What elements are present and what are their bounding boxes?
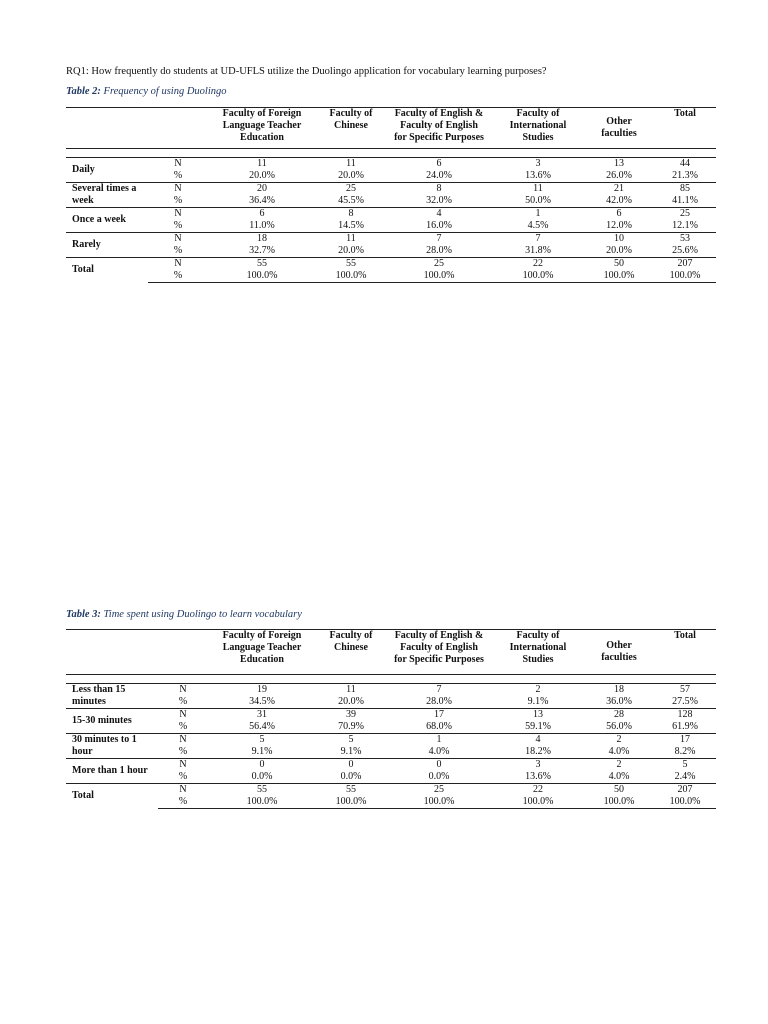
- column-header: [208, 630, 316, 675]
- count-cell: 50: [584, 784, 654, 797]
- percent-cell: 9.1%: [527, 696, 549, 707]
- percent-cell: 100.0%: [654, 796, 716, 809]
- header-row: [66, 630, 716, 675]
- table-row: [66, 158, 716, 171]
- stat-label-percent: %: [148, 270, 208, 283]
- column-header: [386, 108, 492, 149]
- percent-cell: 0.0%: [428, 771, 450, 782]
- count-cell: 11: [346, 684, 356, 695]
- percent-cell: 9.1%: [251, 746, 273, 757]
- stat-label-n: N: [158, 759, 208, 772]
- percent-cell: 20.0%: [338, 696, 364, 707]
- column-header: [584, 108, 654, 149]
- percent-cell: 2.4%: [674, 771, 696, 782]
- count-cell: 6: [584, 208, 654, 221]
- percent-cell: 27.5%: [672, 696, 698, 707]
- stat-label-n: N: [158, 784, 208, 797]
- percent-cell: 12.0%: [606, 220, 632, 231]
- count-cell: 2: [535, 684, 541, 695]
- stat-label-n: N: [148, 233, 208, 246]
- column-header: [654, 108, 716, 149]
- percent-cell: 32.0%: [426, 195, 452, 206]
- count-cell: 13: [492, 709, 584, 722]
- table-row: [66, 258, 716, 271]
- column-header-line: Faculty of English &: [394, 630, 484, 641]
- table-3-caption: [66, 609, 302, 620]
- table-3-caption-label: Table 3:: [66, 609, 101, 620]
- percent-cell: 8.2%: [674, 746, 696, 757]
- stat-label-percent: %: [178, 746, 188, 757]
- count-cell: 128: [654, 709, 716, 722]
- row-label: 15-30 minutes: [66, 709, 158, 734]
- table-row: [66, 183, 716, 196]
- column-header: [208, 108, 316, 149]
- percent-cell: 9.1%: [340, 746, 362, 757]
- table-row: [66, 784, 716, 797]
- row-label: Less than 15 minutes: [72, 684, 126, 707]
- count-cell: 1: [492, 208, 584, 221]
- count-cell: 55: [316, 258, 386, 271]
- header-row: [66, 108, 716, 149]
- count-cell: 18: [208, 233, 316, 246]
- percent-cell: 13.6%: [525, 170, 551, 181]
- count-cell: 7: [436, 684, 442, 695]
- percent-cell: 28.0%: [426, 245, 452, 256]
- count-cell: 55: [208, 784, 316, 797]
- stat-label-percent: %: [178, 696, 188, 707]
- percent-cell: 45.5%: [338, 195, 364, 206]
- count-cell: 0: [386, 759, 492, 772]
- percent-cell: 20.0%: [338, 245, 364, 256]
- count-cell: 53: [654, 233, 716, 246]
- table-row: [66, 170, 716, 183]
- table-row: [66, 734, 716, 747]
- stat-label-percent: %: [158, 796, 208, 809]
- percent-cell: 100.0%: [654, 270, 716, 283]
- table-row: [66, 220, 716, 233]
- count-cell: 28: [584, 709, 654, 722]
- column-header: [316, 108, 386, 149]
- count-cell: 17: [654, 734, 716, 747]
- stat-label-percent: %: [178, 721, 188, 732]
- column-header-line: Faculty of: [329, 630, 373, 641]
- column-header-line: Total: [674, 108, 696, 119]
- count-cell: 44: [680, 158, 690, 169]
- count-cell: 8: [386, 183, 492, 196]
- percent-cell: 16.0%: [426, 220, 452, 231]
- count-cell: 2: [584, 759, 654, 772]
- count-cell: 6: [208, 208, 316, 221]
- percent-cell: 100.0%: [492, 270, 584, 283]
- column-header-line: Education: [240, 654, 284, 665]
- count-cell: 207: [654, 258, 716, 271]
- column-header-line: Chinese: [334, 642, 368, 653]
- percent-cell: 21.3%: [672, 170, 698, 181]
- count-cell: 25: [386, 784, 492, 797]
- column-header-line: faculties: [601, 128, 637, 139]
- percent-cell: 50.0%: [525, 195, 551, 206]
- percent-cell: 4.5%: [527, 220, 549, 231]
- table-row: [66, 208, 716, 221]
- count-cell: 57: [680, 684, 690, 695]
- percent-cell: 4.0%: [608, 746, 630, 757]
- percent-cell: 42.0%: [606, 195, 632, 206]
- percent-cell: 100.0%: [386, 270, 492, 283]
- percent-cell: 100.0%: [584, 270, 654, 283]
- count-cell: 10: [584, 233, 654, 246]
- percent-cell: 11.0%: [249, 220, 275, 231]
- column-header-line: faculties: [601, 652, 637, 663]
- count-cell: 55: [208, 258, 316, 271]
- count-cell: 3: [535, 158, 541, 169]
- count-cell: 8: [316, 208, 386, 221]
- column-header-line: International: [509, 642, 567, 653]
- header-blank: [158, 630, 208, 675]
- percent-cell: 56.0%: [606, 721, 632, 732]
- column-header-line: Total: [674, 630, 696, 641]
- percent-cell: 31.8%: [525, 245, 551, 256]
- row-label: More than 1 hour: [66, 759, 158, 784]
- percent-cell: 34.5%: [249, 696, 275, 707]
- column-header-line: Language Teacher: [222, 120, 302, 131]
- header-blank: [148, 108, 208, 149]
- row-label: Daily: [72, 164, 95, 175]
- percent-cell: 14.5%: [338, 220, 364, 231]
- percent-cell: 20.0%: [338, 170, 364, 181]
- table-row: [66, 721, 716, 734]
- table-row: [66, 709, 716, 722]
- percent-cell: 70.9%: [338, 721, 364, 732]
- table-2-frequency: [66, 107, 716, 283]
- stat-label-n: N: [158, 734, 208, 747]
- column-header-line: Faculty of English: [400, 120, 478, 131]
- column-header-line: Chinese: [334, 120, 368, 131]
- table-row: [66, 684, 716, 697]
- count-cell: 50: [584, 258, 654, 271]
- column-header-line: Studies: [522, 654, 554, 665]
- row-label: Several times a week: [66, 183, 148, 208]
- column-header: [492, 108, 584, 149]
- percent-cell: 26.0%: [606, 170, 632, 181]
- percent-cell: 4.0%: [428, 746, 450, 757]
- count-cell: 5: [208, 734, 316, 747]
- table-row: [66, 245, 716, 258]
- count-cell: 39: [316, 709, 386, 722]
- row-label: Once a week: [66, 208, 148, 233]
- table-3-time-spent: [66, 629, 716, 809]
- table-row: [66, 233, 716, 246]
- column-header-line: Education: [240, 132, 284, 143]
- column-header-line: Faculty of Foreign: [222, 630, 302, 641]
- percent-cell: 100.0%: [584, 796, 654, 809]
- percent-cell: 28.0%: [426, 696, 452, 707]
- column-header: [492, 630, 584, 675]
- table-row: [66, 796, 716, 809]
- column-header-line: Faculty of: [516, 108, 560, 119]
- research-question: RQ1: How frequently do students at UD-UFLS utilize the Duolingo application for vocabulary learning purposes?: [66, 66, 547, 77]
- table-row: [66, 771, 716, 784]
- count-cell: 25: [654, 208, 716, 221]
- header-blank: [66, 108, 148, 149]
- stat-label-n: N: [158, 709, 208, 722]
- percent-cell: 100.0%: [316, 270, 386, 283]
- percent-cell: 100.0%: [208, 796, 316, 809]
- table-row: [66, 270, 716, 283]
- percent-cell: 36.0%: [606, 696, 632, 707]
- table-row: [66, 746, 716, 759]
- column-header-line: Faculty of: [329, 108, 373, 119]
- percent-cell: 18.2%: [525, 746, 551, 757]
- count-cell: 11: [346, 158, 356, 169]
- count-cell: 207: [654, 784, 716, 797]
- table-2-caption: [66, 86, 227, 97]
- table-2-caption-label: Table 2:: [66, 86, 101, 97]
- count-cell: 5: [316, 734, 386, 747]
- column-header-line: Studies: [522, 132, 554, 143]
- count-cell: 5: [654, 759, 716, 772]
- column-header-line: Other: [606, 640, 632, 651]
- table-row: [66, 195, 716, 208]
- column-header: [386, 630, 492, 675]
- percent-cell: 32.7%: [249, 245, 275, 256]
- percent-cell: 100.0%: [386, 796, 492, 809]
- count-cell: 25: [386, 258, 492, 271]
- percent-cell: 56.4%: [249, 721, 275, 732]
- count-cell: 11: [492, 183, 584, 196]
- stat-label-n: N: [148, 208, 208, 221]
- count-cell: 55: [316, 784, 386, 797]
- percent-cell: 20.0%: [249, 170, 275, 181]
- column-header-line: for Specific Purposes: [394, 132, 484, 143]
- stat-label-n: N: [179, 684, 187, 695]
- percent-cell: 25.6%: [672, 245, 698, 256]
- count-cell: 2: [584, 734, 654, 747]
- count-cell: 3: [492, 759, 584, 772]
- stat-label-percent: %: [173, 245, 183, 256]
- count-cell: 13: [614, 158, 624, 169]
- count-cell: 4: [386, 208, 492, 221]
- percent-cell: 0.0%: [340, 771, 362, 782]
- column-header-line: Faculty of English: [400, 642, 478, 653]
- count-cell: 1: [386, 734, 492, 747]
- row-label: Total: [66, 784, 158, 809]
- header-blank: [66, 630, 158, 675]
- column-header-line: Faculty of Foreign: [222, 108, 302, 119]
- stat-label-percent: %: [173, 170, 183, 181]
- count-cell: 7: [386, 233, 492, 246]
- stat-label-n: N: [174, 158, 182, 169]
- percent-cell: 61.9%: [672, 721, 698, 732]
- count-cell: 85: [654, 183, 716, 196]
- percent-cell: 4.0%: [608, 771, 630, 782]
- stat-label-percent: %: [173, 195, 183, 206]
- percent-cell: 13.6%: [525, 771, 551, 782]
- column-header-line: for Specific Purposes: [394, 654, 484, 665]
- count-cell: 22: [492, 258, 584, 271]
- count-cell: 31: [208, 709, 316, 722]
- table-row: [66, 696, 716, 709]
- table-row: [66, 759, 716, 772]
- percent-cell: 0.0%: [251, 771, 273, 782]
- row-label: 30 minutes to 1 hour: [66, 734, 158, 759]
- stat-label-n: N: [148, 258, 208, 271]
- count-cell: 19: [257, 684, 267, 695]
- percent-cell: 100.0%: [316, 796, 386, 809]
- table-2-caption-text: Frequency of using Duolingo: [100, 86, 227, 97]
- percent-cell: 100.0%: [208, 270, 316, 283]
- count-cell: 6: [436, 158, 442, 169]
- count-cell: 11: [316, 233, 386, 246]
- percent-cell: 68.0%: [426, 721, 452, 732]
- table-3-caption-text: Time spent using Duolingo to learn vocabulary: [100, 609, 302, 620]
- column-header: [316, 630, 386, 675]
- count-cell: 4: [492, 734, 584, 747]
- stat-label-n: N: [148, 183, 208, 196]
- stat-label-percent: %: [178, 771, 188, 782]
- count-cell: 20: [208, 183, 316, 196]
- column-header-line: Other: [606, 116, 632, 127]
- percent-cell: 12.1%: [672, 220, 698, 231]
- stat-label-percent: %: [173, 220, 183, 231]
- count-cell: 17: [386, 709, 492, 722]
- percent-cell: 59.1%: [525, 721, 551, 732]
- count-cell: 0: [316, 759, 386, 772]
- count-cell: 11: [257, 158, 267, 169]
- column-header: [584, 630, 654, 675]
- percent-cell: 20.0%: [606, 245, 632, 256]
- percent-cell: 41.1%: [672, 195, 698, 206]
- count-cell: 18: [614, 684, 624, 695]
- column-header-line: Faculty of: [516, 630, 560, 641]
- row-label: Rarely: [66, 233, 148, 258]
- count-cell: 21: [584, 183, 654, 196]
- percent-cell: 100.0%: [492, 796, 584, 809]
- percent-cell: 36.4%: [249, 195, 275, 206]
- column-header-line: Faculty of English &: [394, 108, 484, 119]
- column-header-line: Language Teacher: [222, 642, 302, 653]
- count-cell: 7: [492, 233, 584, 246]
- row-label: Total: [66, 258, 148, 283]
- column-header: [654, 630, 716, 675]
- count-cell: 0: [208, 759, 316, 772]
- count-cell: 22: [492, 784, 584, 797]
- percent-cell: 24.0%: [426, 170, 452, 181]
- column-header-line: International: [509, 120, 567, 131]
- count-cell: 25: [316, 183, 386, 196]
